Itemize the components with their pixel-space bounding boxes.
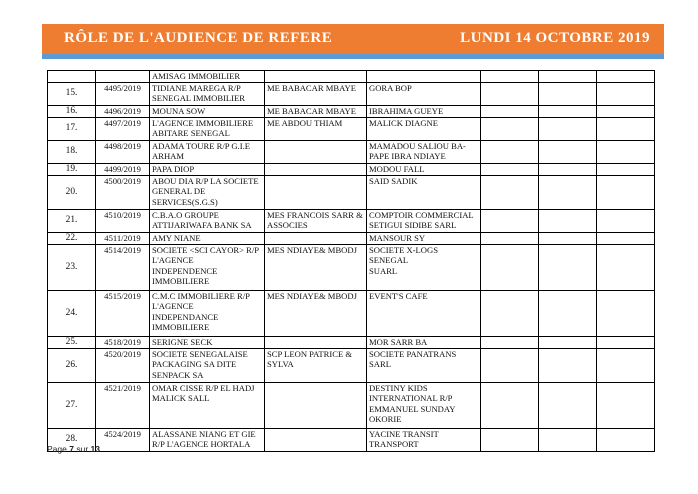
defendant-cell-line: MODOU FALL	[369, 163, 425, 174]
row-number	[48, 71, 96, 83]
empty-cell-3	[597, 244, 655, 290]
plaintiff-cell-line: L'AGENCE IMMOBILIERE	[152, 117, 254, 128]
row-number: 28.	[48, 428, 96, 451]
empty-cell-2	[539, 244, 597, 290]
defendant-cell-line: MALICK DIAGNE	[369, 117, 438, 128]
table-row	[48, 290, 655, 336]
empty-cell-2	[539, 175, 597, 209]
empty-cell-3	[597, 232, 655, 244]
table-row	[48, 244, 655, 290]
plaintiff-cell-line: AMISAG IMMOBILIER	[152, 71, 241, 81]
defendant-cell	[367, 428, 481, 451]
counsel-cell	[265, 71, 367, 83]
defendant-cell-line: INTERNATIONAL R/P	[369, 393, 453, 404]
defendant-cell-line: MOR SARR BA	[369, 336, 428, 347]
table-row	[48, 336, 655, 348]
plaintiff-cell-line: ABITARE SENEGAL	[152, 128, 230, 139]
defendant-cell-line: MAMADOU SALIOU BA-	[369, 140, 466, 151]
counsel-cell	[265, 428, 367, 451]
defendant-cell-line: COMPTOIR COMMERCIAL	[369, 209, 474, 220]
plaintiff-cell-line: SERVICES(S.G.S)	[152, 196, 218, 207]
case-reference: 4495/2019	[96, 82, 150, 105]
empty-cell-3	[597, 348, 655, 382]
defendant-cell	[367, 290, 481, 336]
table-row	[48, 348, 655, 382]
row-number: 21.	[48, 209, 96, 232]
defendant-cell-line: YACINE TRANSIT	[369, 428, 439, 439]
empty-cell-2	[539, 348, 597, 382]
plaintiff-cell-line: ABOU DIA R/P LA SOCIETE	[152, 175, 259, 186]
plaintiff-cell-line: AMY NIANE	[152, 232, 201, 243]
empty-cell-1	[481, 117, 539, 140]
empty-cell-1	[481, 163, 539, 175]
plaintiff-cell-line: SOCIETE <SCI CAYOR> R/P	[152, 244, 260, 255]
defendant-cell	[367, 140, 481, 163]
plaintiff-cell-line: PAPA DIOP	[152, 163, 195, 174]
defendant-cell-line: TRANSPORT	[369, 439, 419, 450]
table-row	[48, 71, 655, 83]
plaintiff-cell-line: SENPACK SA	[152, 369, 204, 380]
case-reference: 4521/2019	[96, 382, 150, 428]
plaintiff-cell	[150, 428, 265, 451]
plaintiff-cell-line: GENERAL DE	[152, 186, 206, 197]
plaintiff-cell	[150, 71, 265, 83]
empty-cell-1	[481, 290, 539, 336]
row-number: 20.	[48, 175, 96, 209]
plaintiff-cell-line: INDEPENDANCE	[152, 311, 219, 322]
defendant-cell-line: SUARL	[369, 265, 398, 276]
defendant-cell	[367, 209, 481, 232]
counsel-cell-line: MES NDIAYE& MBODJ	[267, 290, 357, 301]
plaintiff-cell-line: MALICK SALL	[152, 393, 210, 404]
plaintiff-cell-line: L'AGENCE	[152, 255, 194, 266]
counsel-cell	[265, 105, 367, 117]
table-row	[48, 382, 655, 428]
empty-cell-1	[481, 336, 539, 348]
counsel-cell	[265, 140, 367, 163]
plaintiff-cell-line: SOCIETE SENEGALAISE	[152, 348, 248, 359]
counsel-cell-line: ME BABACAR MBAYE	[267, 105, 356, 116]
empty-cell-3	[597, 209, 655, 232]
case-reference: 4496/2019	[96, 105, 150, 117]
defendant-cell-line: PAPE IBRA NDIAYE	[369, 151, 446, 162]
row-number: 17.	[48, 117, 96, 140]
plaintiff-cell	[150, 232, 265, 244]
defendant-cell-line: OKORIE	[369, 414, 402, 425]
counsel-cell	[265, 117, 367, 140]
counsel-cell	[265, 382, 367, 428]
table-row	[48, 117, 655, 140]
plaintiff-cell-line: MOUNA SOW	[152, 105, 206, 116]
plaintiff-cell-line: ALASSANE NIANG ET GIE	[152, 428, 256, 439]
page-label: Page	[47, 444, 67, 454]
row-number: 25.	[48, 336, 96, 348]
plaintiff-cell	[150, 382, 265, 428]
plaintiff-cell	[150, 163, 265, 175]
defendant-cell	[367, 71, 481, 83]
row-number: 15.	[48, 82, 96, 105]
plaintiff-cell	[150, 348, 265, 382]
empty-cell-2	[539, 71, 597, 83]
defendant-cell-line: SOCIETE X-LOGS SENEGAL	[369, 244, 438, 266]
empty-cell-1	[481, 105, 539, 117]
defendant-cell-line: SETIGUI SIDIBE SARL	[369, 220, 457, 231]
plaintiff-cell	[150, 117, 265, 140]
defendant-cell-line: GORA BOP	[369, 82, 412, 93]
row-number: 18.	[48, 140, 96, 163]
defendant-cell	[367, 382, 481, 428]
counsel-cell	[265, 175, 367, 209]
plaintiff-cell-line: R/P L'AGENCE HORTALA	[152, 439, 251, 450]
plaintiff-cell	[150, 140, 265, 163]
case-reference: 4518/2019	[96, 336, 150, 348]
defendant-cell-line: SAID SADIK	[369, 175, 418, 186]
plaintiff-cell-line: C.B.A.O GROUPE	[152, 209, 219, 220]
empty-cell-2	[539, 336, 597, 348]
plaintiff-cell-line: L'AGENCE	[152, 301, 194, 312]
table-row	[48, 163, 655, 175]
table-row	[48, 209, 655, 232]
header-banner	[42, 24, 664, 59]
case-reference: 4511/2019	[96, 232, 150, 244]
plaintiff-cell-line: IMMOBILIERE	[152, 276, 210, 287]
empty-cell-3	[597, 117, 655, 140]
plaintiff-cell	[150, 175, 265, 209]
empty-cell-3	[597, 71, 655, 83]
empty-cell-3	[597, 82, 655, 105]
empty-cell-2	[539, 428, 597, 451]
page-of-label: sur	[76, 444, 89, 454]
counsel-cell-line: SCP LEON PATRICE &	[267, 348, 353, 359]
counsel-cell-line: MES FRANCOIS SARR &	[267, 209, 363, 220]
empty-cell-1	[481, 82, 539, 105]
counsel-cell	[265, 163, 367, 175]
empty-cell-1	[481, 140, 539, 163]
row-number: 27.	[48, 382, 96, 428]
empty-cell-2	[539, 232, 597, 244]
row-number: 26.	[48, 348, 96, 382]
plaintiff-cell-line: IMMOBILIERE	[152, 322, 210, 333]
plaintiff-cell-line: ADAMA TOURE R/P G.I.E	[152, 140, 250, 151]
empty-cell-1	[481, 209, 539, 232]
counsel-cell-line: ASSOCIES	[267, 220, 308, 231]
plaintiff-cell-line: PACKAGING SA DITE	[152, 359, 237, 370]
empty-cell-2	[539, 209, 597, 232]
defendant-cell-line: MANSOUR SY	[369, 232, 426, 243]
plaintiff-cell-line: SENEGAL IMMOBILIER	[152, 93, 246, 104]
empty-cell-3	[597, 175, 655, 209]
defendant-cell-line: SARL	[369, 359, 391, 370]
table-row	[48, 232, 655, 244]
empty-cell-1	[481, 244, 539, 290]
empty-cell-1	[481, 175, 539, 209]
case-reference: 4499/2019	[96, 163, 150, 175]
empty-cell-1	[481, 428, 539, 451]
row-number: 16.	[48, 105, 96, 117]
empty-cell-2	[539, 82, 597, 105]
case-reference: 4510/2019	[96, 209, 150, 232]
defendant-cell-line: IBRAHIMA GUEYE	[369, 105, 444, 116]
defendant-cell-line: EVENT'S CAFE	[369, 290, 428, 301]
plaintiff-cell-line: TIDIANE MAREGA R/P	[152, 82, 241, 93]
defendant-cell-line: EMMANUEL SUNDAY	[369, 403, 456, 414]
case-reference: 4497/2019	[96, 117, 150, 140]
hearing-date: LUNDI 14 OCTOBRE 2019	[460, 30, 650, 46]
empty-cell-2	[539, 117, 597, 140]
plaintiff-cell-line: OMAR CISSE R/P EL HADJ	[152, 382, 255, 393]
table-row	[48, 175, 655, 209]
page-title: RÔLE DE L'AUDIENCE DE REFERE	[64, 30, 333, 46]
counsel-cell	[265, 232, 367, 244]
current-page-number: 7	[69, 444, 74, 454]
plaintiff-cell	[150, 209, 265, 232]
defendant-cell	[367, 175, 481, 209]
defendant-cell-line: DESTINY KIDS	[369, 382, 428, 393]
counsel-cell-line: SYLVA	[267, 359, 294, 370]
counsel-cell	[265, 348, 367, 382]
counsel-cell	[265, 244, 367, 290]
defendant-cell	[367, 244, 481, 290]
empty-cell-3	[597, 163, 655, 175]
plaintiff-cell-line: SERIGNE SECK	[152, 336, 213, 347]
defendant-cell	[367, 117, 481, 140]
row-number: 22.	[48, 232, 96, 244]
defendant-cell	[367, 82, 481, 105]
case-reference: 4514/2019	[96, 244, 150, 290]
plaintiff-cell	[150, 82, 265, 105]
defendant-cell	[367, 348, 481, 382]
plaintiff-cell-line: INDEPENDENCE	[152, 265, 218, 276]
plaintiff-cell	[150, 290, 265, 336]
empty-cell-2	[539, 163, 597, 175]
defendant-cell	[367, 163, 481, 175]
case-reference: 4498/2019	[96, 140, 150, 163]
case-reference: 4500/2019	[96, 175, 150, 209]
counsel-cell-line: MES NDIAYE& MBODJ	[267, 244, 357, 255]
empty-cell-3	[597, 336, 655, 348]
total-pages-number: 13	[90, 444, 100, 454]
empty-cell-2	[539, 290, 597, 336]
defendant-cell-line: SOCIETE PANATRANS	[369, 348, 457, 359]
empty-cell-1	[481, 348, 539, 382]
table-row	[48, 140, 655, 163]
empty-cell-2	[539, 105, 597, 117]
empty-cell-1	[481, 71, 539, 83]
row-number: 24.	[48, 290, 96, 336]
counsel-cell	[265, 336, 367, 348]
plaintiff-cell-line: ATTIJARIWAFA BANK SA	[152, 220, 252, 231]
empty-cell-1	[481, 232, 539, 244]
plaintiff-cell-line: ARHAM	[152, 151, 184, 162]
empty-cell-2	[539, 140, 597, 163]
plaintiff-cell	[150, 244, 265, 290]
row-number: 23.	[48, 244, 96, 290]
empty-cell-3	[597, 428, 655, 451]
defendant-cell	[367, 105, 481, 117]
row-number: 19.	[48, 163, 96, 175]
plaintiff-cell-line: C.M.C IMMOBILIERE R/P	[152, 290, 250, 301]
table-row	[48, 105, 655, 117]
counsel-cell	[265, 82, 367, 105]
empty-cell-3	[597, 382, 655, 428]
table-row	[48, 82, 655, 105]
case-reference	[96, 71, 150, 83]
case-reference: 4524/2019	[96, 428, 150, 451]
counsel-cell	[265, 290, 367, 336]
defendant-cell	[367, 336, 481, 348]
counsel-cell-line: ME BABACAR MBAYE	[267, 82, 356, 93]
case-reference: 4520/2019	[96, 348, 150, 382]
empty-cell-2	[539, 382, 597, 428]
plaintiff-cell	[150, 336, 265, 348]
page-footer	[47, 444, 100, 454]
plaintiff-cell	[150, 105, 265, 117]
table-row	[48, 428, 655, 451]
case-reference: 4515/2019	[96, 290, 150, 336]
counsel-cell-line: ME ABDOU THIAM	[267, 117, 343, 128]
empty-cell-3	[597, 140, 655, 163]
counsel-cell	[265, 209, 367, 232]
defendant-cell	[367, 232, 481, 244]
empty-cell-1	[481, 382, 539, 428]
hearing-roll-table	[47, 70, 655, 452]
empty-cell-3	[597, 105, 655, 117]
empty-cell-3	[597, 290, 655, 336]
